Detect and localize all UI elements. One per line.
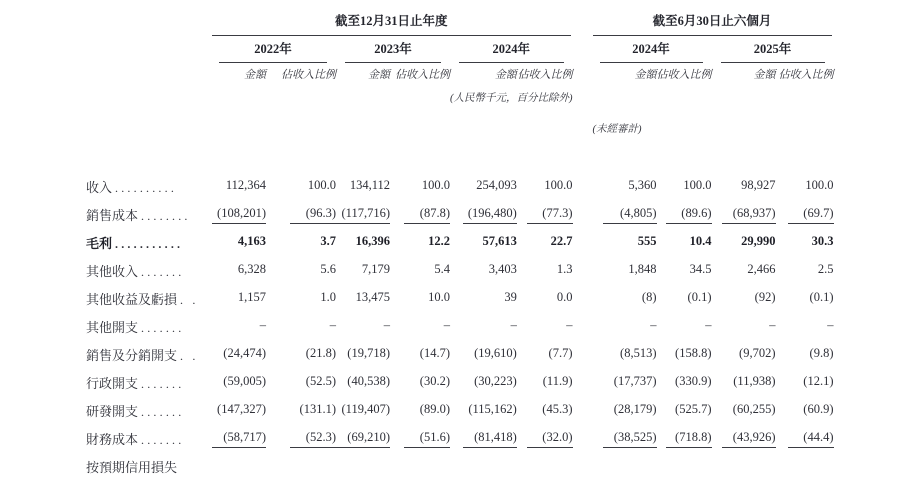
cell-value: (7.7): [548, 346, 573, 360]
amount-header: 金額: [494, 69, 517, 81]
cell-value: (158.8): [675, 346, 712, 360]
cell-value: 1,848: [628, 262, 657, 276]
dot-leader: ..........: [115, 181, 178, 195]
cell-value: (8): [641, 290, 657, 304]
financial-table: [86, 4, 834, 476]
percent-cell: [657, 448, 712, 476]
amount-cell: [450, 308, 517, 336]
percent-cell: [266, 448, 336, 476]
amount-cell: [450, 168, 517, 196]
row-label: [86, 336, 210, 364]
column-gap: [573, 448, 591, 476]
column-gap: [573, 392, 591, 420]
cell-value: (119,407): [341, 402, 390, 416]
table-row: [86, 280, 834, 308]
column-gap: [573, 36, 591, 63]
amount-cell: [591, 420, 657, 448]
cell-value: (52.3): [290, 430, 336, 448]
percent-cell: [776, 308, 834, 336]
percent-cell: [776, 336, 834, 364]
cell-value: (32.0): [527, 430, 573, 448]
year-header-2024-interim: 2024年: [600, 37, 703, 63]
amount-cell: [450, 420, 517, 448]
amount-cell: [210, 308, 266, 336]
cell-value: (89.6): [666, 206, 712, 224]
table-row: [86, 252, 834, 280]
cell-value: –: [443, 318, 450, 332]
pct-of-revenue-header: 佔收入比例: [517, 69, 573, 81]
cell-value: 3,403: [488, 262, 517, 276]
table-row: [86, 196, 834, 224]
column-gap: [573, 420, 591, 448]
unaudited-note: (未經審計): [592, 124, 642, 135]
percent-cell: [266, 196, 336, 224]
cell-value: 30.3: [811, 234, 834, 248]
cell-value: 13,475: [355, 290, 390, 304]
cell-value: –: [827, 318, 834, 332]
cell-value: (718.8): [666, 430, 712, 448]
cell-value: (89.0): [419, 402, 450, 416]
percent-cell: [776, 168, 834, 196]
percent-cell: [390, 392, 450, 420]
column-gap: [573, 63, 591, 86]
amount-cell: [210, 280, 266, 308]
amount-cell: [210, 224, 266, 252]
amount-cell: [712, 364, 776, 392]
cell-value: 98,927: [741, 178, 776, 192]
cell-value: (45.3): [542, 402, 573, 416]
percent-cell: [776, 420, 834, 448]
cell-value: 134,112: [349, 178, 390, 192]
cell-value: 100.0: [683, 178, 712, 192]
cell-value: (59,005): [223, 374, 266, 388]
cell-value: 2.5: [817, 262, 834, 276]
cell-value: (96.3): [290, 206, 336, 224]
amount-cell: [450, 280, 517, 308]
cell-value: (77.3): [527, 206, 573, 224]
percent-cell: [390, 336, 450, 364]
cell-value: –: [329, 318, 336, 332]
cell-value: (92): [754, 290, 776, 304]
amount-header: 金額: [244, 69, 266, 81]
dot-leader: ........: [141, 209, 191, 223]
row-label: [86, 448, 210, 476]
column-gap: [573, 4, 591, 36]
amount-header: 金額: [634, 69, 657, 81]
cell-value: 3.7: [320, 234, 336, 248]
cell-value: (9,702): [739, 346, 776, 360]
cell-value: (11.9): [542, 374, 573, 388]
amount-cell: [210, 336, 266, 364]
percent-cell: [517, 196, 573, 224]
amount-cell: [712, 448, 776, 476]
cell-value: –: [650, 318, 657, 332]
period-header-interim: 截至6月30日止六個月: [593, 7, 832, 36]
amount-cell: [712, 336, 776, 364]
percent-cell: [390, 420, 450, 448]
table-row: [86, 168, 834, 196]
percent-cell: [390, 280, 450, 308]
table-row: [86, 224, 834, 252]
table-row: [86, 336, 834, 364]
cell-value: 22.7: [550, 234, 573, 248]
row-label-text: 財務成本: [86, 432, 139, 447]
row-label: [86, 308, 210, 336]
amount-cell: [712, 392, 776, 420]
amount-cell: [450, 252, 517, 280]
row-label: [86, 420, 210, 448]
cell-value: (51.6): [404, 430, 450, 448]
cell-value: –: [566, 318, 573, 332]
cell-value: (8,513): [620, 346, 657, 360]
cell-value: 6,328: [237, 262, 266, 276]
row-label-text: 其他開支: [86, 320, 139, 335]
cell-value: (44.4): [788, 430, 834, 448]
cell-value: 555: [637, 234, 657, 248]
cell-value: (4,805): [603, 206, 657, 224]
cell-value: –: [259, 318, 266, 332]
cell-value: 34.5: [689, 262, 712, 276]
cell-value: 1,157: [237, 290, 266, 304]
cell-value: (11,938): [733, 374, 776, 388]
amount-cell: [210, 364, 266, 392]
amount-cell: [591, 364, 657, 392]
amount-cell: [210, 196, 266, 224]
row-label: [86, 392, 210, 420]
period-header-row: [86, 4, 834, 36]
column-gap: [573, 364, 591, 392]
amount-cell: [712, 252, 776, 280]
row-label: [86, 168, 210, 196]
row-label-text: 研發開支: [86, 404, 139, 419]
amount-cell: [591, 308, 657, 336]
cell-value: (131.1): [299, 402, 336, 416]
cell-value: 254,093: [476, 178, 517, 192]
amount-cell: [336, 336, 390, 364]
percent-cell: [776, 280, 834, 308]
period-header-annual: 截至12月31日止年度: [212, 7, 571, 36]
cell-value: 5.6: [320, 262, 336, 276]
percent-cell: [266, 420, 336, 448]
cell-value: (30,223): [474, 374, 517, 388]
cell-value: 4,163: [237, 234, 266, 248]
year-header-2024: 2024年: [459, 37, 564, 63]
cell-value: 7,179: [361, 262, 390, 276]
amount-header: 金額: [368, 69, 390, 81]
column-gap: [573, 252, 591, 280]
amount-cell: [450, 224, 517, 252]
cell-value: –: [705, 318, 712, 332]
cell-value: (60,255): [732, 402, 776, 416]
amount-cell: [336, 420, 390, 448]
amount-cell: [591, 336, 657, 364]
table-row: [86, 448, 834, 476]
amount-cell: [450, 392, 517, 420]
row-label-text: 按預期信用損失: [86, 460, 178, 475]
cell-value: (38,525): [603, 430, 657, 448]
cell-value: 1.3: [556, 262, 573, 276]
column-gap: [573, 224, 591, 252]
percent-cell: [517, 280, 573, 308]
amount-cell: [336, 196, 390, 224]
amount-cell: [591, 252, 657, 280]
percent-cell: [776, 392, 834, 420]
amount-cell: [450, 336, 517, 364]
percent-cell: [517, 224, 573, 252]
amount-cell: [450, 196, 517, 224]
percent-cell: [390, 168, 450, 196]
row-label: [86, 224, 210, 252]
percent-cell: [390, 196, 450, 224]
cell-value: (525.7): [675, 402, 712, 416]
column-gap: [573, 168, 591, 196]
percent-cell: [776, 252, 834, 280]
cell-value: 1.0: [320, 290, 336, 304]
amount-cell: [210, 448, 266, 476]
percent-cell: [266, 168, 336, 196]
percent-cell: [657, 280, 712, 308]
percent-cell: [266, 252, 336, 280]
percent-cell: [657, 196, 712, 224]
row-label: [86, 252, 210, 280]
cell-value: (0.1): [809, 290, 834, 304]
cell-value: 5,360: [628, 178, 657, 192]
cell-value: (28,179): [613, 402, 657, 416]
table-row: [86, 392, 834, 420]
percent-cell: [657, 308, 712, 336]
percent-cell: [266, 280, 336, 308]
dot-leader: .......: [141, 265, 185, 279]
percent-cell: [266, 364, 336, 392]
cell-value: 100.0: [544, 178, 573, 192]
percent-cell: [657, 336, 712, 364]
column-gap: [573, 105, 591, 136]
row-label: [86, 196, 210, 224]
column-gap: [573, 336, 591, 364]
amount-cell: [712, 224, 776, 252]
cell-value: (58,717): [212, 430, 266, 448]
amount-cell: [591, 196, 657, 224]
table-row: [86, 364, 834, 392]
dot-leader: .......: [141, 433, 185, 447]
row-label-text: 毛利: [86, 236, 113, 251]
amount-cell: [336, 252, 390, 280]
cell-value: (14.7): [419, 346, 450, 360]
percent-cell: [657, 252, 712, 280]
percent-cell: [517, 336, 573, 364]
column-gap: [573, 308, 591, 336]
cell-value: (69.7): [788, 206, 834, 224]
amount-cell: [591, 392, 657, 420]
unaudited-note-row: [86, 105, 834, 136]
percent-cell: [390, 448, 450, 476]
percent-cell: [266, 308, 336, 336]
dot-leader: ...........: [115, 237, 184, 251]
subheader-row: [86, 63, 834, 86]
amount-header: 金額: [753, 69, 776, 81]
table-body: [86, 168, 834, 476]
amount-cell: [210, 420, 266, 448]
amount-cell: [336, 364, 390, 392]
percent-cell: [266, 224, 336, 252]
row-label-text: 其他收入: [86, 264, 139, 279]
cell-value: (17,737): [613, 374, 657, 388]
cell-value: 112,364: [225, 178, 266, 192]
year-header-row: [86, 36, 834, 63]
percent-cell: [776, 448, 834, 476]
cell-value: –: [769, 318, 776, 332]
cell-value: 100.0: [307, 178, 336, 192]
cell-value: 100.0: [805, 178, 834, 192]
cell-value: (81,418): [463, 430, 517, 448]
dot-leader: .......: [141, 377, 185, 391]
amount-cell: [450, 448, 517, 476]
cell-value: 10.4: [689, 234, 712, 248]
amount-cell: [210, 392, 266, 420]
cell-value: –: [510, 318, 517, 332]
dot-leader: .......: [141, 321, 185, 335]
amount-cell: [210, 168, 266, 196]
row-label-text: 銷售及分銷開支: [86, 348, 178, 363]
cell-value: 29,990: [741, 234, 776, 248]
units-note-row: [86, 86, 834, 105]
dot-leader: . .: [180, 349, 199, 363]
cell-value: (115,162): [468, 402, 517, 416]
percent-cell: [390, 364, 450, 392]
cell-value: (43,926): [722, 430, 776, 448]
percent-cell: [776, 224, 834, 252]
cell-value: 57,613: [482, 234, 517, 248]
year-header-2022: 2022年: [219, 37, 327, 63]
cell-value: 39: [504, 290, 517, 304]
cell-value: (60.9): [803, 402, 834, 416]
amount-cell: [336, 280, 390, 308]
cell-value: 5.4: [434, 262, 450, 276]
amount-cell: [712, 168, 776, 196]
pct-of-revenue-header: 佔收入比例: [778, 69, 834, 81]
percent-cell: [657, 420, 712, 448]
cell-value: (30.2): [419, 374, 450, 388]
dot-leader: . .: [180, 293, 199, 307]
percent-cell: [517, 392, 573, 420]
percent-cell: [776, 364, 834, 392]
amount-cell: [336, 308, 390, 336]
cell-value: 0.0: [556, 290, 573, 304]
cell-value: (24,474): [223, 346, 266, 360]
cell-value: (52.5): [305, 374, 336, 388]
cell-value: –: [383, 318, 390, 332]
amount-cell: [591, 168, 657, 196]
cell-value: (19,718): [347, 346, 390, 360]
table-row: [86, 308, 834, 336]
currency-units-note: (人民幣千元，百分比除外): [450, 93, 573, 104]
cell-value: 16,396: [355, 234, 390, 248]
amount-cell: [336, 448, 390, 476]
amount-cell: [712, 196, 776, 224]
cell-value: (68,937): [722, 206, 776, 224]
percent-cell: [266, 336, 336, 364]
percent-cell: [517, 252, 573, 280]
percent-cell: [517, 168, 573, 196]
row-label-text: 銷售成本: [86, 208, 139, 223]
percent-cell: [390, 224, 450, 252]
cell-value: (12.1): [803, 374, 834, 388]
dot-leader: .......: [141, 405, 185, 419]
percent-cell: [776, 196, 834, 224]
amount-cell: [591, 448, 657, 476]
row-label-text: 行政開支: [86, 376, 139, 391]
percent-cell: [517, 308, 573, 336]
amount-cell: [210, 252, 266, 280]
row-label-text: 其他收益及虧損: [86, 292, 178, 307]
row-label-text: 收入: [86, 180, 113, 195]
cell-value: (196,480): [463, 206, 517, 224]
percent-cell: [517, 448, 573, 476]
year-header-2025-interim: 2025年: [721, 37, 825, 63]
percent-cell: [657, 168, 712, 196]
amount-cell: [336, 392, 390, 420]
percent-cell: [390, 252, 450, 280]
column-gap: [573, 280, 591, 308]
percent-cell: [517, 420, 573, 448]
cell-value: 12.2: [428, 234, 450, 248]
cell-value: 2,466: [747, 262, 776, 276]
cell-value: (69,210): [336, 430, 390, 448]
percent-cell: [390, 308, 450, 336]
label-column-header: [86, 4, 210, 36]
amount-cell: [591, 280, 657, 308]
cell-value: 10.0: [428, 290, 450, 304]
amount-cell: [712, 308, 776, 336]
column-gap: [573, 196, 591, 224]
cell-value: (108,201): [212, 206, 266, 224]
cell-value: (117,716): [336, 206, 390, 224]
pct-of-revenue-header: 佔收入比例: [395, 69, 450, 81]
percent-cell: [657, 224, 712, 252]
percent-cell: [266, 392, 336, 420]
cell-value: (0.1): [687, 290, 712, 304]
cell-value: (9.8): [809, 346, 834, 360]
year-header-2023: 2023年: [345, 37, 441, 63]
column-gap: [573, 86, 591, 105]
row-label: [86, 280, 210, 308]
cell-value: (40,538): [347, 374, 390, 388]
pct-of-revenue-header: 佔收入比例: [656, 69, 712, 81]
amount-cell: [336, 224, 390, 252]
cell-value: (19,610): [474, 346, 517, 360]
cell-value: 100.0: [421, 178, 450, 192]
amount-cell: [712, 280, 776, 308]
amount-cell: [336, 168, 390, 196]
pct-of-revenue-header: 佔收入比例: [281, 69, 336, 81]
cell-value: (21.8): [305, 346, 336, 360]
amount-cell: [712, 420, 776, 448]
percent-cell: [657, 364, 712, 392]
table-row: [86, 420, 834, 448]
header-body-spacer: [86, 136, 834, 168]
row-label: [86, 364, 210, 392]
amount-cell: [591, 224, 657, 252]
percent-cell: [657, 392, 712, 420]
cell-value: (330.9): [675, 374, 712, 388]
percent-cell: [517, 364, 573, 392]
cell-value: (87.8): [404, 206, 450, 224]
amount-cell: [450, 364, 517, 392]
cell-value: (147,327): [217, 402, 266, 416]
